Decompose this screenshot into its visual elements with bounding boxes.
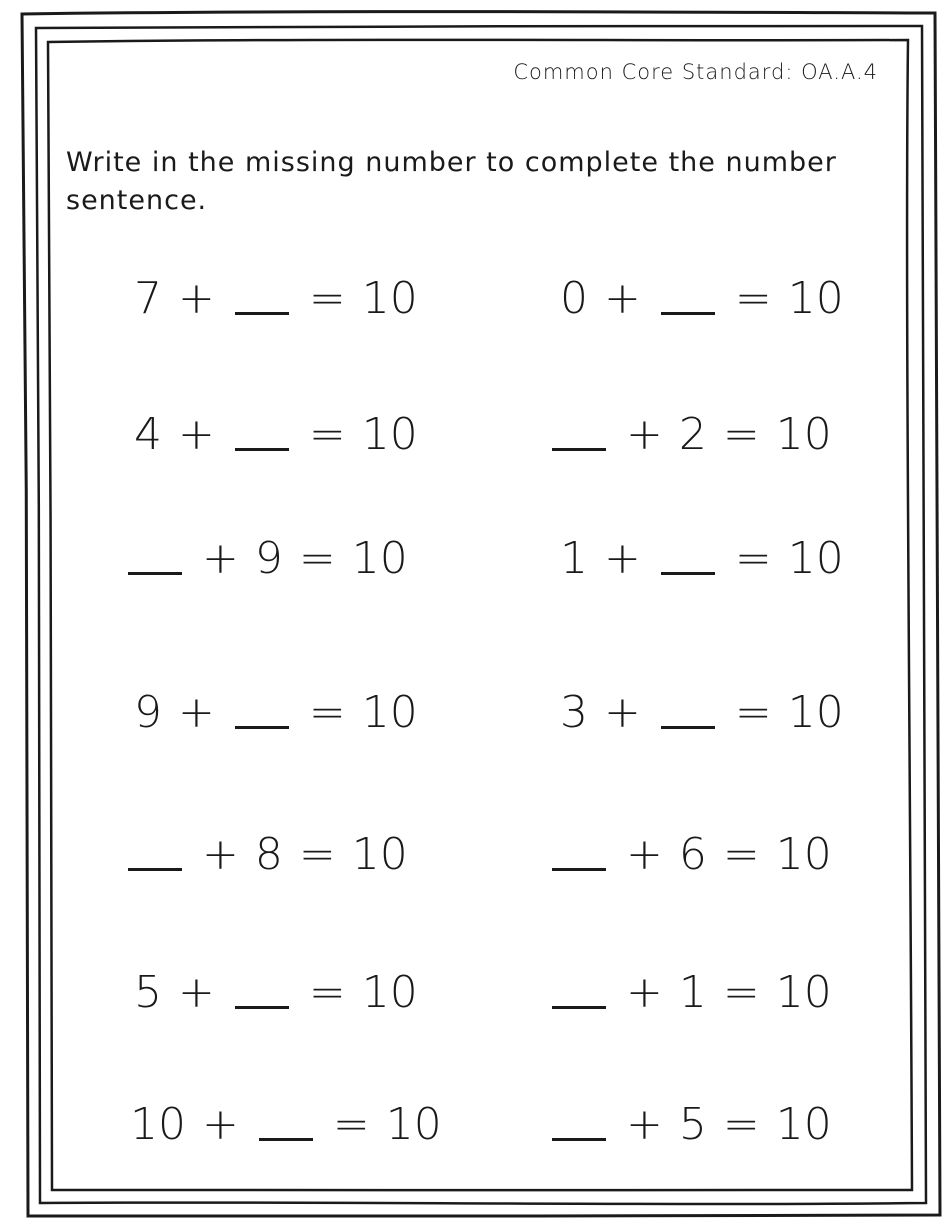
number: 10	[385, 1099, 442, 1150]
problem-9	[124, 826, 408, 881]
equals-sign: =	[298, 533, 336, 584]
number: 0	[560, 273, 588, 324]
equals-sign: =	[308, 687, 346, 738]
answer-blank[interactable]	[235, 966, 289, 1009]
plus-sign: +	[626, 409, 663, 460]
equals-sign: =	[298, 829, 336, 880]
number: 2	[678, 409, 707, 460]
equals-sign: =	[332, 1099, 370, 1150]
plus-sign: +	[604, 533, 641, 584]
equals-sign: =	[722, 967, 760, 1018]
number: 10	[787, 273, 844, 324]
answer-blank[interactable]	[661, 272, 715, 315]
plus-sign: +	[604, 687, 641, 738]
equals-sign: =	[308, 967, 346, 1018]
number: 10	[775, 829, 832, 880]
number: 10	[361, 409, 418, 460]
instructions-text: Write in the missing number to complete the number sentence.	[66, 147, 837, 216]
problem-12	[548, 964, 832, 1019]
problem-1	[134, 270, 418, 325]
answer-blank[interactable]	[661, 532, 715, 575]
number: 10	[787, 687, 844, 738]
equals-sign: =	[722, 829, 760, 880]
problem-14	[548, 1096, 832, 1151]
equals-sign: =	[734, 533, 772, 584]
answer-blank[interactable]	[128, 828, 182, 871]
number: 9	[134, 687, 162, 738]
plus-sign: +	[178, 273, 215, 324]
plus-sign: +	[202, 1099, 239, 1150]
plus-sign: +	[178, 967, 215, 1018]
answer-blank[interactable]	[235, 408, 289, 451]
plus-sign: +	[178, 409, 215, 460]
equals-sign: =	[308, 409, 346, 460]
problem-11	[134, 964, 418, 1019]
number: 10	[361, 687, 418, 738]
problem-13	[130, 1096, 442, 1151]
plus-sign: +	[626, 829, 663, 880]
number: 4	[134, 409, 162, 460]
answer-blank[interactable]	[235, 686, 289, 729]
number: 3	[560, 687, 588, 738]
answer-blank[interactable]	[661, 686, 715, 729]
answer-blank[interactable]	[552, 966, 606, 1009]
problem-5	[124, 530, 408, 585]
plus-sign: +	[178, 687, 215, 738]
number: 10	[787, 533, 844, 584]
number: 10	[351, 533, 408, 584]
equals-sign: =	[722, 1099, 760, 1150]
number: 7	[134, 273, 162, 324]
number: 1	[560, 533, 588, 584]
number: 5	[134, 967, 162, 1018]
problem-6	[560, 530, 844, 585]
number: 10	[775, 409, 832, 460]
answer-blank[interactable]	[128, 532, 182, 575]
answer-blank[interactable]	[552, 1098, 606, 1141]
plus-sign: +	[604, 273, 641, 324]
number: 9	[254, 533, 283, 584]
equals-sign: =	[722, 409, 760, 460]
equals-sign: =	[308, 273, 346, 324]
number: 10	[775, 1099, 832, 1150]
problem-3	[134, 406, 418, 461]
number: 8	[254, 829, 283, 880]
problem-4	[548, 406, 832, 461]
answer-blank[interactable]	[259, 1098, 313, 1141]
equals-sign: =	[734, 273, 772, 324]
answer-blank[interactable]	[552, 408, 606, 451]
number: 10	[775, 967, 832, 1018]
number: 10	[351, 829, 408, 880]
problem-10	[548, 826, 832, 881]
number: 10	[361, 967, 418, 1018]
number: 10	[361, 273, 418, 324]
number: 1	[678, 967, 707, 1018]
problem-2	[560, 270, 844, 325]
plus-sign: +	[202, 533, 239, 584]
equals-sign: =	[734, 687, 772, 738]
number: 6	[678, 829, 707, 880]
plus-sign: +	[626, 967, 663, 1018]
standard-label: Common Core Standard: OA.A.4	[513, 60, 878, 84]
number: 5	[678, 1099, 707, 1150]
plus-sign: +	[202, 829, 239, 880]
answer-blank[interactable]	[552, 828, 606, 871]
problem-8	[560, 684, 844, 739]
problem-7	[134, 684, 418, 739]
number: 10	[130, 1099, 186, 1150]
answer-blank[interactable]	[235, 272, 289, 315]
plus-sign: +	[626, 1099, 663, 1150]
